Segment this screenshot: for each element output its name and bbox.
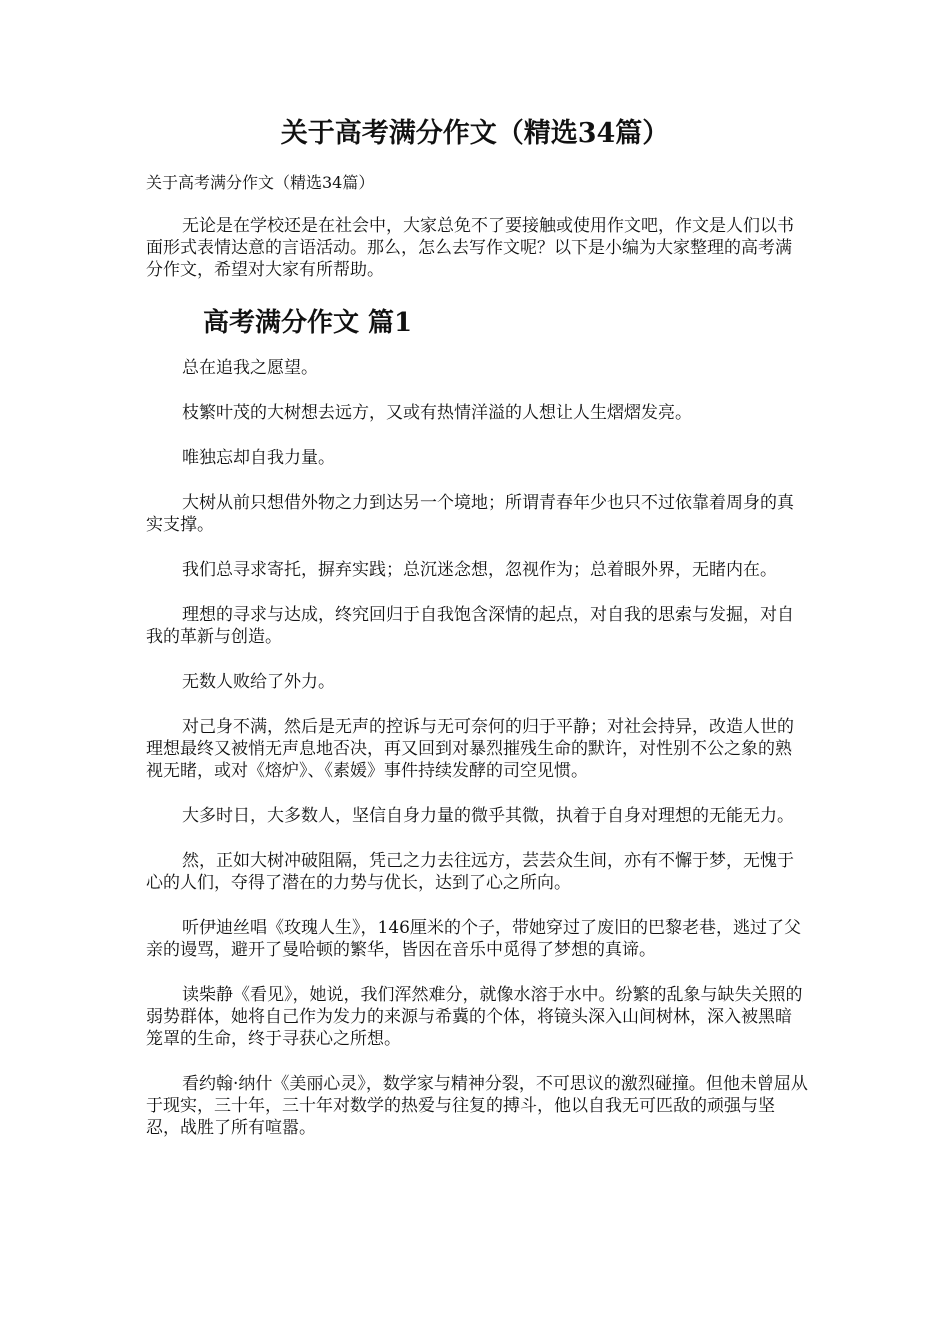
- paragraph: 对己身不满，然后是无声的控诉与无可奈何的归于平静；对社会持异，改造人世的理想最终又被悄无声息地否决，再又回到对暴烈摧残生命的默许，对性别不公之象的熟视无睹，或对《熔炉》、《素媛》事件持续发酵的司空见惯。: [146, 717, 794, 781]
- paragraph: 大树从前只想借外物之力到达另一个境地；所谓青春年少也只不过依靠着周身的真实支撑。: [146, 493, 794, 535]
- paragraph: 无数人败给了外力。: [182, 672, 335, 692]
- essay-body: [146, 357, 808, 1162]
- paragraph: 读柴静《看见》，她说，我们浑然难分，就像水溶于水中。纷繁的乱象与缺失关照的弱势群体，她将自己作为发力的来源与希冀的个体，将镜头深入山间树林，深入被黑暗笼罩的生命，终于寻获心之所想。: [146, 985, 803, 1049]
- section-heading: 高考满分作文 篇1: [203, 308, 413, 338]
- paragraph: 大多时日，大多数人，坚信自身力量的微乎其微，执着于自身对理想的无能无力。: [182, 806, 794, 826]
- document-title: 关于高考满分作文（精选34篇）: [280, 118, 670, 149]
- paragraph: 然，正如大树冲破阻隔，凭己之力去往远方，芸芸众生间，亦有不懈于梦，无愧于心的人们，夺得了潜在的力势与优长，达到了心之所向。: [146, 851, 794, 893]
- document-subtitle: 关于高考满分作文（精选34篇）: [146, 173, 375, 192]
- paragraph: 看约翰·纳什《美丽心灵》，数学家与精神分裂，不可思议的激烈碰撞。但他未曾屈从于现实，三十年，三十年对数学的热爱与往复的搏斗，他以自我无可匹敌的顽强与坚忍，战胜了所有喧嚣。: [146, 1074, 808, 1138]
- intro-paragraph: 无论是在学校还是在社会中，大家总免不了要接触或使用作文吧，作文是人们以书面形式表情达意的言语活动。那么，怎么去写作文呢？以下是小编为大家整理的高考满分作文，希望对大家有所帮助。: [146, 216, 794, 280]
- paragraph: 理想的寻求与达成，终究回归于自我饱含深情的起点，对自我的思索与发掘，对自我的革新与创造。: [146, 605, 794, 647]
- paragraph: 唯独忘却自我力量。: [182, 448, 335, 468]
- paragraph: 我们总寻求寄托，摒弃实践；总沉迷念想，忽视作为；总着眼外界，无睹内在。: [182, 560, 777, 580]
- paragraph: 枝繁叶茂的大树想去远方，又或有热情洋溢的人想让人生熠熠发亮。: [182, 403, 692, 423]
- paragraph: 总在追我之愿望。: [182, 358, 318, 378]
- paragraph: 听伊迪丝唱《玫瑰人生》，146厘米的个子，带她穿过了废旧的巴黎老巷，逃过了父亲的谩骂，避开了曼哈顿的繁华，皆因在音乐中觅得了梦想的真谛。: [146, 918, 801, 960]
